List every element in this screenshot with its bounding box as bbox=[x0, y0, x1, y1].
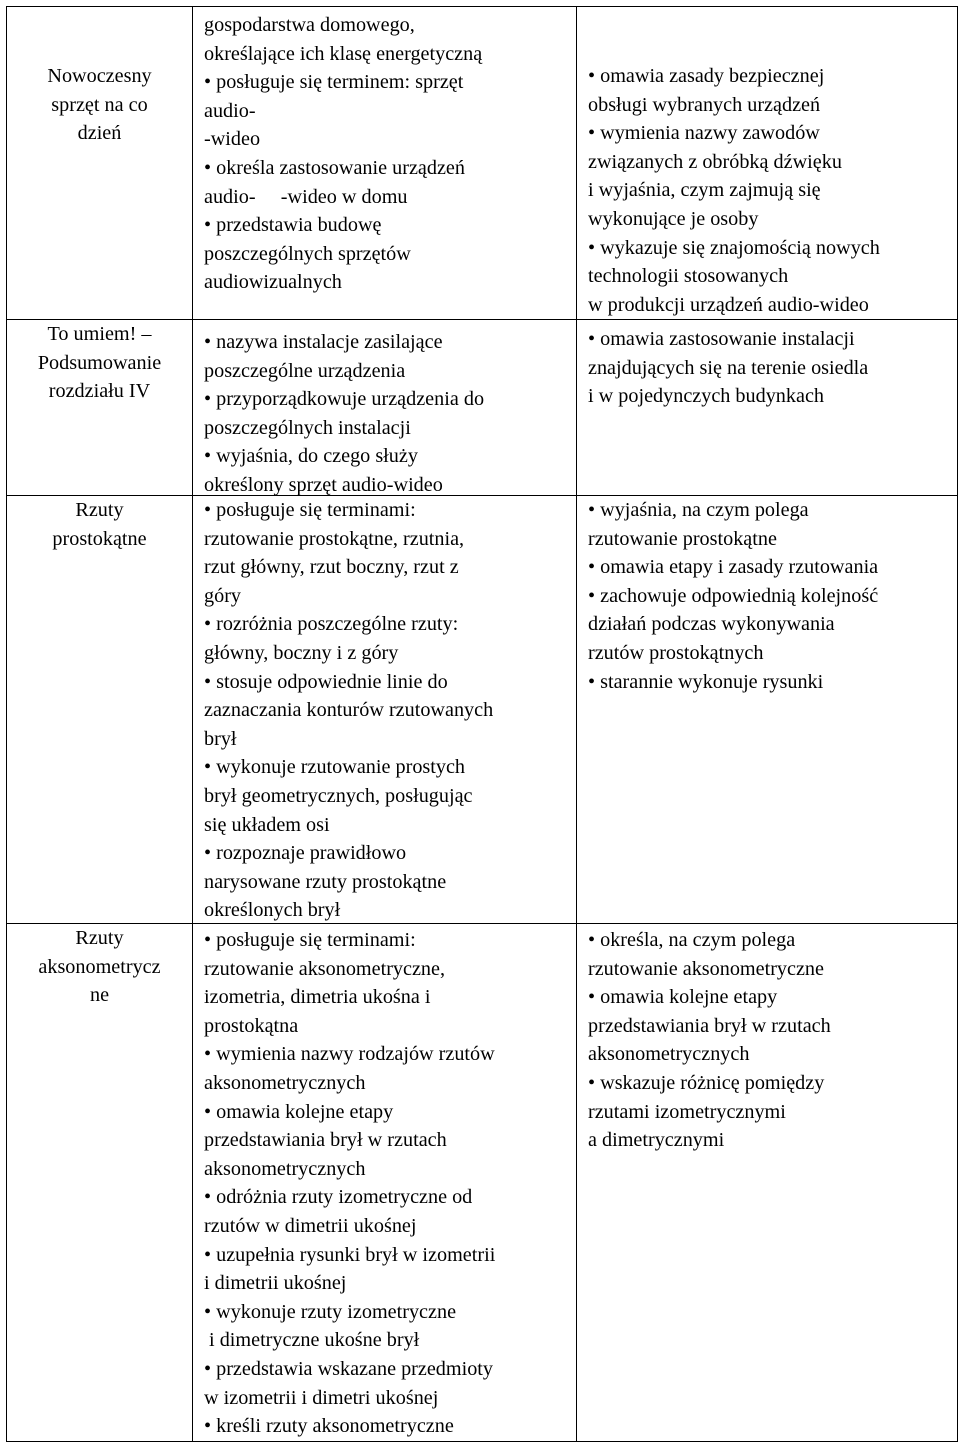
topic-line: Rzuty bbox=[75, 927, 124, 949]
requirement-line: • kreśli rzuty aksonometryczne bbox=[204, 1415, 454, 1438]
topic-line: Rzuty bbox=[75, 499, 124, 521]
topic-cell bbox=[7, 924, 193, 1441]
requirement-line: • uzupełnia rysunki brył w izometrii bbox=[204, 1243, 496, 1266]
topic-line: ne bbox=[89, 984, 110, 1007]
requirement-line: się układem osi bbox=[204, 813, 330, 836]
requirement-line: aksonometrycznych bbox=[204, 1157, 366, 1180]
topic-line: rozdziału IV bbox=[48, 380, 151, 403]
requirement-line: poszczególnych instalacji bbox=[204, 416, 411, 439]
requirement-line: izometria, dimetria ukośna i bbox=[204, 986, 431, 1009]
requirement-line: audio- -wideo w domu bbox=[204, 185, 408, 208]
requirement-line: -wideo bbox=[204, 128, 261, 151]
topic-cell bbox=[7, 320, 193, 495]
extended-requirement-line: • omawia etapy i zasady rzutowania bbox=[588, 556, 879, 579]
requirement-line: zaznaczania konturów rzutowanych bbox=[204, 699, 494, 722]
requirement-line: określonych brył bbox=[204, 899, 341, 922]
extended-requirement-line: rzutów prostokątnych bbox=[588, 641, 764, 664]
requirement-line: przedstawiania brył w rzutach bbox=[204, 1129, 447, 1152]
topic-line: aksonometrycz bbox=[38, 955, 161, 978]
table-row bbox=[6, 496, 958, 924]
extended-requirement-line: • wyjaśnia, na czym polega bbox=[588, 499, 809, 521]
requirement-line: • posługuje się terminem: sprzęt bbox=[204, 71, 464, 94]
requirement-line: rzutowanie aksonometryczne, bbox=[204, 957, 446, 980]
requirement-line: główny, boczny i z góry bbox=[204, 641, 399, 664]
requirement-line: audiowizualnych bbox=[204, 271, 342, 294]
requirement-line: aksonometrycznych bbox=[204, 1071, 366, 1094]
extended-requirement-line: rzutami izometrycznymi bbox=[588, 1100, 786, 1123]
requirement-line: rzutów w dimetrii ukośnej bbox=[204, 1214, 417, 1237]
extended-requirement-line: obsługi wybranych urządzeń bbox=[588, 93, 821, 116]
requirement-line: narysowane rzuty prostokątne bbox=[204, 870, 447, 893]
requirement-line: prostokątna bbox=[204, 1014, 299, 1037]
requirement-line: • określa zastosowanie urządzeń bbox=[204, 156, 465, 179]
extended-requirement-line: przedstawiania brył w rzutach bbox=[588, 1014, 831, 1037]
basic-requirements-cell bbox=[193, 320, 577, 495]
requirement-line: góry bbox=[204, 584, 242, 607]
requirement-line: • odróżnia rzuty izometryczne od bbox=[204, 1186, 473, 1209]
extended-requirement-line: • starannie wykonuje rysunki bbox=[588, 670, 824, 693]
extended-requirement-line: aksonometrycznych bbox=[588, 1043, 750, 1066]
table-row bbox=[6, 320, 958, 496]
extended-requirement-line: w produkcji urządzeń audio-wideo bbox=[588, 293, 869, 316]
topic-line: Podsumowanie bbox=[37, 351, 162, 374]
extended-requirement-line: i wyjaśnia, czym zajmują się bbox=[588, 179, 821, 202]
extended-requirement-line: a dimetrycznymi bbox=[588, 1129, 725, 1152]
requirement-line: w izometrii i dimetri ukośnej bbox=[204, 1386, 439, 1409]
extended-requirement-line: działań podczas wykonywania bbox=[588, 613, 835, 636]
requirement-line: określające ich klasę energetyczną bbox=[204, 42, 483, 65]
requirement-line: • wykonuje rzutowanie prostych bbox=[204, 756, 466, 779]
extended-requirement-line: znajdujących się na terenie osiedla bbox=[588, 356, 869, 379]
requirement-line: • posługuje się terminami: bbox=[204, 929, 416, 951]
requirement-line: • posługuje się terminami: bbox=[204, 499, 416, 521]
extended-requirement-line: i w pojedynczych budynkach bbox=[588, 385, 825, 408]
extended-requirement-line: • wymienia nazwy zawodów bbox=[588, 122, 820, 145]
requirement-line: brył bbox=[204, 727, 237, 750]
topic-line: dzień bbox=[77, 122, 122, 145]
requirement-line: rzut główny, rzut boczny, rzut z bbox=[204, 556, 459, 579]
requirement-line: • przyporządkowuje urządzenia do bbox=[204, 388, 485, 411]
requirement-line: • rozróżnia poszczególne rzuty: bbox=[204, 613, 459, 636]
requirement-line: • omawia kolejne etapy bbox=[204, 1100, 394, 1123]
topic-line: Nowoczesny bbox=[47, 65, 152, 87]
table-row bbox=[6, 6, 958, 320]
basic-requirements-cell bbox=[193, 7, 577, 319]
topic-cell bbox=[7, 7, 193, 319]
requirement-line: brył geometrycznych, posługując bbox=[204, 784, 473, 807]
requirement-line: • wymienia nazwy rodzajów rzutów bbox=[204, 1043, 495, 1066]
extended-requirement-line: • omawia kolejne etapy bbox=[588, 986, 778, 1009]
extended-requirement-line: rzutowanie aksonometryczne bbox=[588, 957, 824, 980]
topic-cell bbox=[7, 496, 193, 923]
extended-requirement-line: • zachowuje odpowiednią kolejność bbox=[588, 584, 879, 607]
extended-requirements-cell bbox=[577, 496, 957, 923]
requirement-line: określony sprzęt audio-wideo bbox=[204, 473, 443, 496]
topic-line: prostokątne bbox=[52, 527, 147, 550]
extended-requirements-cell bbox=[577, 7, 957, 319]
basic-requirements-cell bbox=[193, 496, 577, 923]
extended-requirement-line: • określa, na czym polega bbox=[588, 929, 796, 951]
extended-requirement-line: wykonujące je osoby bbox=[588, 207, 759, 230]
extended-requirement-line: • wskazuje różnicę pomiędzy bbox=[588, 1071, 825, 1094]
requirement-line: audio- bbox=[204, 99, 256, 122]
extended-requirement-line: rzutowanie prostokątne bbox=[588, 527, 777, 550]
requirement-line: • stosuje odpowiednie linie do bbox=[204, 670, 448, 693]
requirement-line: • przedstawia wskazane przedmioty bbox=[204, 1357, 494, 1380]
topic-line: To umiem! – bbox=[47, 323, 152, 345]
requirement-line: • nazywa instalacje zasilające bbox=[204, 331, 443, 353]
extended-requirement-line: • wykazuje się znajomością nowych bbox=[588, 236, 880, 259]
table-row bbox=[6, 924, 958, 1442]
requirement-line: • przedstawia budowę bbox=[204, 214, 382, 237]
basic-requirements-cell bbox=[193, 924, 577, 1441]
extended-requirements-cell bbox=[577, 320, 957, 495]
extended-requirement-line: • omawia zasady bezpiecznej bbox=[588, 65, 825, 87]
requirement-line: • wyjaśnia, do czego służy bbox=[204, 445, 418, 468]
requirement-line: gospodarstwa domowego, bbox=[204, 14, 415, 36]
topic-line: sprzęt na co bbox=[51, 93, 148, 116]
requirement-line: i dimetrii ukośnej bbox=[204, 1272, 347, 1295]
requirement-line: poszczególnych sprzętów bbox=[204, 242, 411, 265]
requirement-line: i dimetryczne ukośne brył bbox=[204, 1329, 420, 1352]
extended-requirement-line: • omawia zastosowanie instalacji bbox=[588, 328, 855, 350]
extended-requirement-line: związanych z obróbką dźwięku bbox=[588, 150, 842, 173]
extended-requirement-line: technologii stosowanych bbox=[588, 265, 789, 288]
extended-requirements-cell bbox=[577, 924, 957, 1441]
requirement-line: rzutowanie prostokątne, rzutnia, bbox=[204, 527, 465, 550]
requirement-line: • wykonuje rzuty izometryczne bbox=[204, 1300, 457, 1323]
requirement-line: • rozpoznaje prawidłowo bbox=[204, 842, 407, 865]
requirement-line: poszczególne urządzenia bbox=[204, 359, 406, 382]
